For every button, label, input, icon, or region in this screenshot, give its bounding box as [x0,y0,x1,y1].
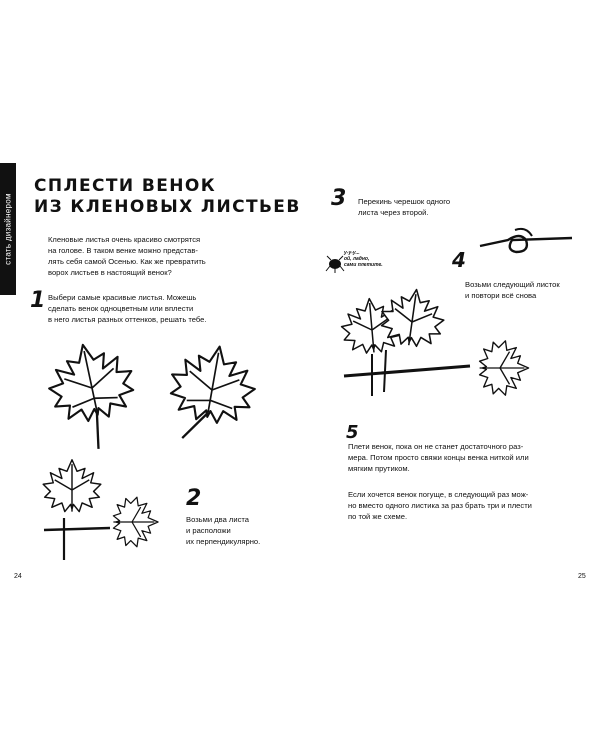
extra-line: Если хочется венок погуще, в следующий раз мож- [348,490,529,499]
step-line: сделать венок одноцветным или вплести [48,304,194,313]
step-line: Возьми два листа [186,515,250,524]
step-line: и расположи [186,526,231,535]
maple-leaf-drawing [42,336,146,456]
maple-leaf-drawing [162,339,261,449]
bug-note-line: сами плетите. [344,262,383,268]
step-line: листа через второй. [358,208,429,217]
step-1-number: 1 [30,288,46,313]
step-3-number: 3 [331,186,347,211]
stem-line [344,366,470,376]
section-tab-label: стать дизайнером [3,193,13,265]
page-number-right: 25 [578,573,586,580]
bug-note-line: у-у-у... [344,250,360,256]
intro-line: на голове. В таком венке можно представ- [48,246,198,255]
stem-line [44,528,110,530]
step-line: мягким прутиком. [348,464,410,473]
stem-knot-drawing [480,236,572,252]
maple-leaf-drawing [480,341,529,395]
page-number-left: 24 [14,573,22,580]
step-2-number: 2 [186,486,202,511]
extra-line: по той же схеме. [348,512,408,521]
maple-leaf-drawing [113,497,158,547]
bug-note-line: ой, ладно, [344,256,370,262]
step-4-number: 4 [452,248,466,272]
title-line-2: ИЗ КЛЕНОВЫХ ЛИСТЬЕВ [34,197,301,217]
step-line: Перекинь черешок одного [358,197,451,206]
intro-line: лять себя самой Осенью. Как же превратить [48,257,206,266]
bug-doodle [326,256,344,273]
step-line: в него листья разных оттенков, решать тебе. [48,315,207,324]
intro-line: ворох листьев в настоящий венок? [48,268,172,277]
intro-line: Кленовые листья очень красиво смотрятся [48,235,201,244]
step-line: Выбери самые красивые листья. Можешь [48,293,197,302]
extra-line: но вместо одного листика за раз брать три и плести [348,501,532,510]
step-line: их перпендикулярно. [186,537,261,546]
step-line: и повтори всё снова [465,291,537,300]
step-line: Плети венок, пока он не станет достаточного раз- [348,442,524,451]
maple-leaf-drawing [43,460,101,512]
step-5-number: 5 [346,422,359,443]
title-line-1: СПЛЕСТИ ВЕНОК [34,176,216,196]
step-line: Возьми следующий листок [465,280,560,289]
step-line: мера. Потом просто свяжи концы венка ниткой или [348,453,529,462]
